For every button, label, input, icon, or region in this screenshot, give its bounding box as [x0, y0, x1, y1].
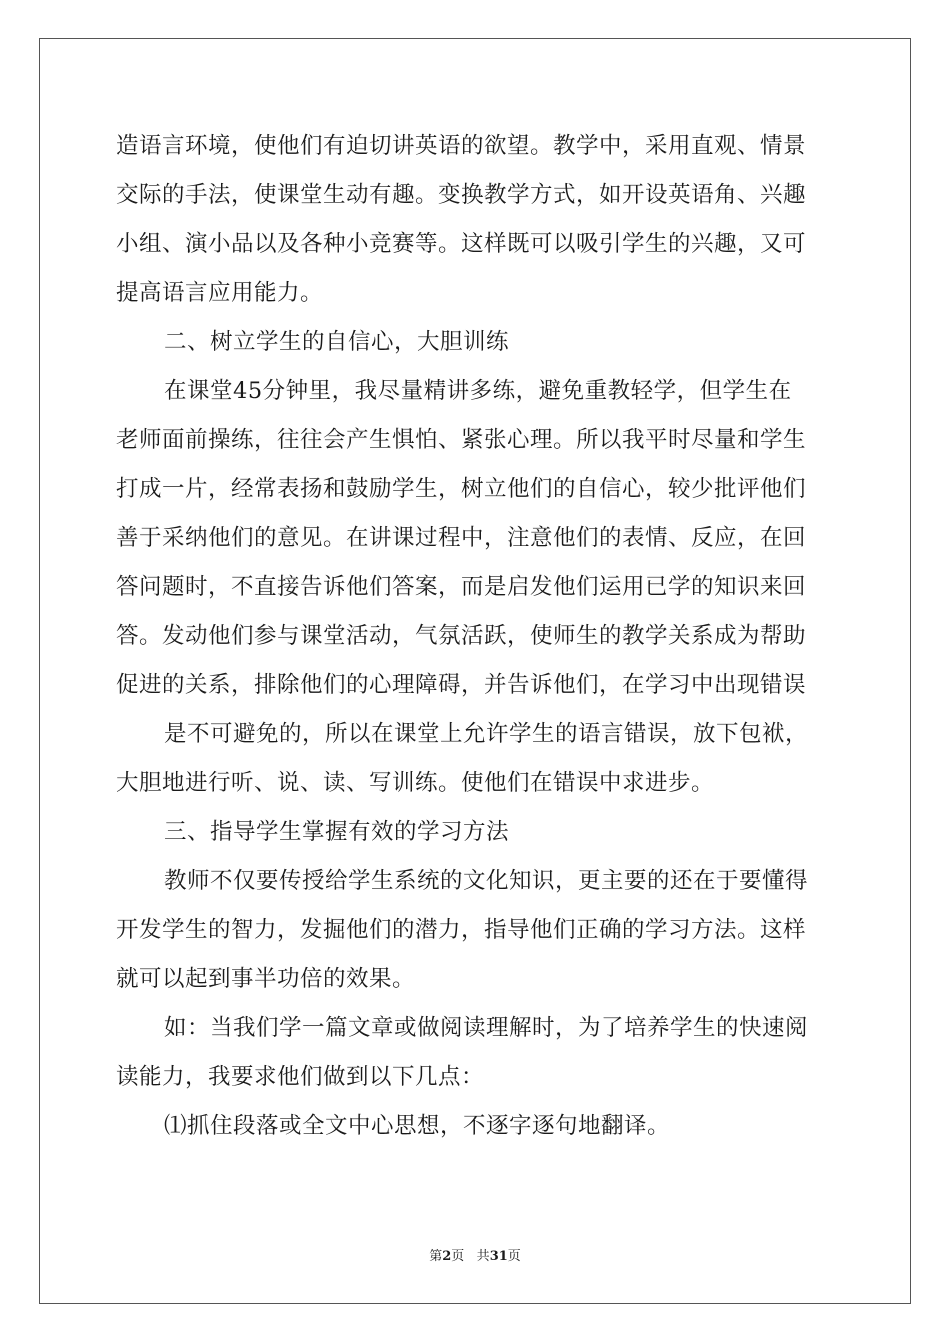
page-label-suffix: 页: [451, 1249, 465, 1264]
page-footer: [0, 1245, 950, 1264]
total-label-suffix: 页: [507, 1249, 521, 1264]
total-pages: 31: [489, 1249, 508, 1264]
text-line: 开发学生的智力，发掘他们的潜力，指导他们正确的学习方法。这样: [116, 917, 807, 943]
list-item: ⑴抓住段落或全文中心思想，不逐字逐句地翻译。: [164, 1113, 671, 1139]
text-line: 在课堂45分钟里，我尽量精讲多练，避免重教轻学，但学生在: [164, 378, 792, 404]
text-line: 答。发动他们参与课堂活动，气氛活跃，使师生的教学关系成为帮助: [116, 623, 807, 649]
text-line: 促进的关系，排除他们的心理障碍，并告诉他们，在学习中出现错误: [116, 672, 807, 698]
text-line: 读能力，我要求他们做到以下几点：: [116, 1064, 485, 1090]
text-line: 如：当我们学一篇文章或做阅读理解时，为了培养学生的快速阅: [164, 1015, 809, 1041]
text-line: 善于采纳他们的意见。在讲课过程中，注意他们的表情、反应，在回: [116, 525, 807, 551]
text-line: 就可以起到事半功倍的效果。: [116, 966, 416, 992]
text-line: 答问题时，不直接告诉他们答案，而是启发他们运用已学的知识来回: [116, 574, 807, 600]
section-heading: 二、树立学生的自信心，大胆训练: [164, 329, 510, 355]
page-label-prefix: 第: [429, 1249, 443, 1264]
text-line: 打成一片，经常表扬和鼓励学生，树立他们的自信心，较少批评他们: [116, 476, 807, 502]
text-line: 交际的手法，使课堂生动有趣。变换教学方式，如开设英语角、兴趣: [116, 182, 807, 208]
text-line: 造语言环境，使他们有迫切讲英语的欲望。教学中，采用直观、情景: [116, 133, 807, 159]
text-line: 小组、演小品以及各种小竞赛等。这样既可以吸引学生的兴趣，又可: [116, 231, 807, 257]
text-line: 提高语言应用能力。: [116, 280, 324, 306]
total-label-prefix: 共: [476, 1249, 490, 1264]
section-heading: 三、指导学生掌握有效的学习方法: [164, 819, 510, 845]
text-line: 教师不仅要传授给学生系统的文化知识，更主要的还在于要懂得: [164, 868, 809, 894]
text-line: 老师面前操练，往往会产生惧怕、紧张心理。所以我平时尽量和学生: [116, 427, 807, 453]
text-line: 大胆地进行听、说、读、写训练。使他们在错误中求进步。: [116, 770, 715, 796]
page-number: 2: [442, 1249, 452, 1264]
text-line: 是不可避免的，所以在课堂上允许学生的语言错误，放下包袱，: [164, 721, 809, 747]
